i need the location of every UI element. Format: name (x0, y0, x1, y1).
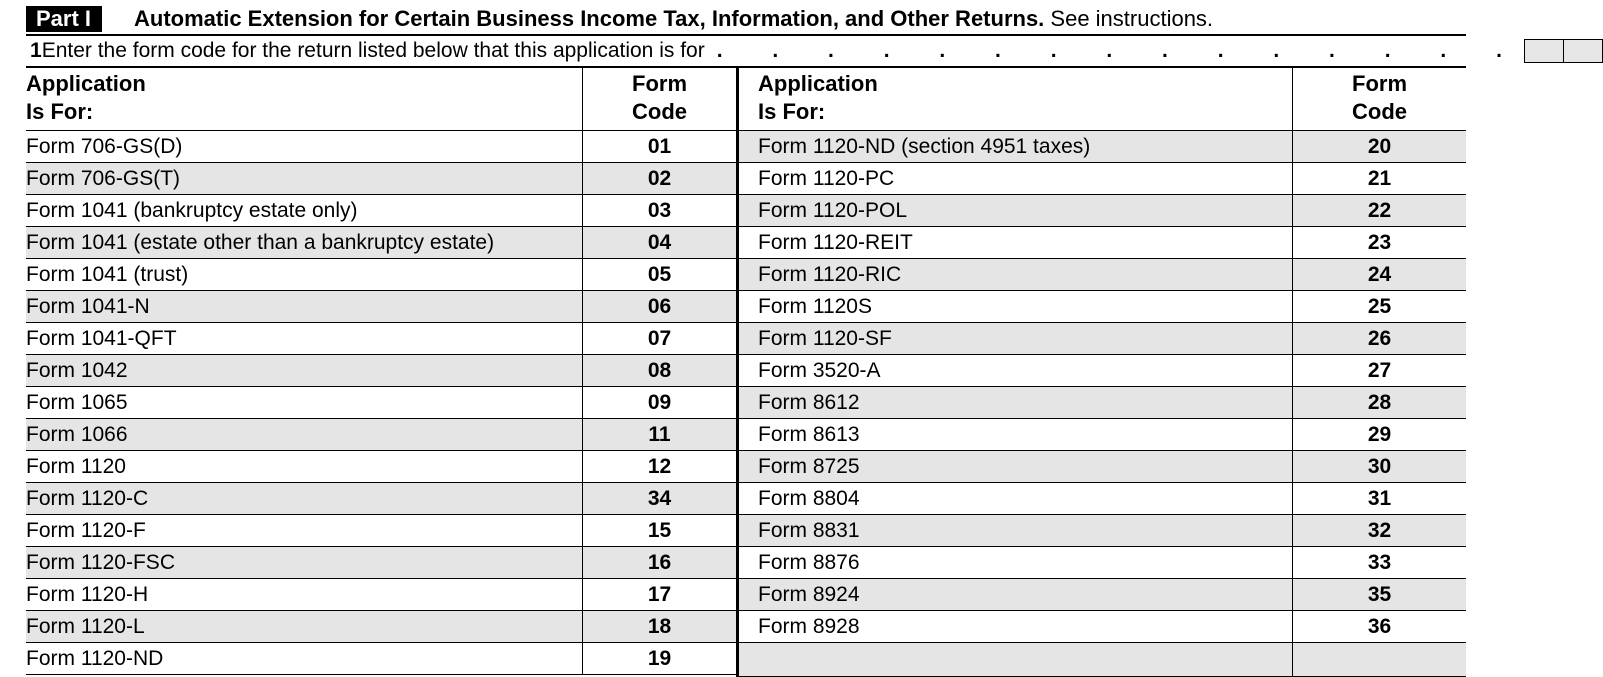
form-code-cell: 03 (647, 199, 672, 222)
table-header (739, 68, 1466, 131)
table-row (26, 259, 736, 291)
table-row (26, 451, 736, 483)
application-cell: Form 1041-QFT (26, 323, 583, 354)
table-row (26, 387, 736, 419)
application-cell: Form 8612 (739, 387, 1293, 418)
form-code-header-line1: Form (632, 71, 687, 96)
table-row (739, 291, 1466, 323)
application-header-line1: Application (758, 71, 878, 96)
line-1 (26, 36, 1524, 68)
form-code-digit-2[interactable] (1563, 40, 1602, 62)
table-row (26, 227, 736, 259)
application-header (26, 68, 583, 130)
leader-dots: . . . . . . . . . . . . . . . (716, 39, 1524, 62)
form-code-cell: 02 (647, 167, 672, 190)
table-body (26, 131, 736, 675)
application-cell: Form 8876 (739, 547, 1293, 578)
table-row (26, 163, 736, 195)
table-row (739, 611, 1466, 643)
table-row (739, 323, 1466, 355)
form-code-header-line2: Code (1352, 99, 1407, 124)
application-cell: Form 1120-SF (739, 323, 1293, 354)
form-code-cell: 20 (1367, 135, 1392, 158)
application-cell: Form 1120-C (26, 483, 583, 514)
form-code-cell: 05 (647, 263, 672, 286)
form-code-cell: 17 (647, 583, 672, 606)
application-cell: Form 1120-H (26, 579, 583, 610)
form-code-header-line1: Form (1352, 71, 1407, 96)
application-cell: Form 8613 (739, 419, 1293, 450)
table-row (739, 355, 1466, 387)
table-row (739, 643, 1466, 677)
table-row (739, 515, 1466, 547)
form-code-cell: 31 (1367, 487, 1392, 510)
application-cell: Form 1120-ND (26, 643, 583, 674)
application-cell: Form 1041-N (26, 291, 583, 322)
form-code-cell: 04 (647, 231, 672, 254)
form-code-cell: 30 (1367, 455, 1392, 478)
application-cell: Form 1120-F (26, 515, 583, 546)
form-code-header-line2: Code (632, 99, 687, 124)
form-code-cell: 26 (1367, 327, 1392, 350)
application-cell: Form 8924 (739, 579, 1293, 610)
form-code-table-left (26, 68, 736, 675)
application-cell: Form 8928 (739, 611, 1293, 642)
application-cell: Form 8831 (739, 515, 1293, 546)
form-code-header (1293, 68, 1466, 130)
application-cell: Form 1120-PC (739, 163, 1293, 194)
application-cell: Form 1120S (739, 291, 1293, 322)
form-code-cell: 34 (647, 487, 672, 510)
table-row (739, 387, 1466, 419)
form-code-cell: 35 (1367, 583, 1392, 606)
table-row (26, 323, 736, 355)
application-header-line1: Application (26, 71, 146, 96)
application-header (739, 68, 1293, 130)
form-code-digit-1[interactable] (1525, 40, 1563, 62)
application-cell: Form 1041 (trust) (26, 259, 583, 290)
form-code-cell: 12 (647, 455, 672, 478)
table-row (739, 131, 1466, 163)
form-code-input[interactable] (1524, 39, 1603, 63)
table-row (26, 643, 736, 675)
form-code-cell: 08 (647, 359, 672, 382)
table-row (739, 195, 1466, 227)
form-code-cell: 24 (1367, 263, 1392, 286)
application-cell: Form 1120-ND (section 4951 taxes) (739, 131, 1293, 162)
table-row (26, 195, 736, 227)
form-code-cell: 15 (647, 519, 672, 542)
application-cell: Form 8725 (739, 451, 1293, 482)
application-cell: Form 8804 (739, 483, 1293, 514)
form-code-cell: 23 (1367, 231, 1392, 254)
form-code-cell: 19 (647, 647, 672, 670)
part-title-bold: Automatic Extension for Certain Business Income Tax, Information, and Other Returns. (134, 6, 1045, 31)
table-row (739, 547, 1466, 579)
application-cell (739, 643, 1293, 676)
line-1-text: Enter the form code for the return listed below that this application is for (41, 39, 705, 62)
application-cell: Form 1041 (bankruptcy estate only) (26, 195, 583, 226)
application-cell: Form 1120-RIC (739, 259, 1293, 290)
application-cell: Form 1120-L (26, 611, 583, 642)
form-code-cell: 32 (1367, 519, 1392, 542)
application-cell: Form 1120-REIT (739, 227, 1293, 258)
table-row (26, 419, 736, 451)
table-row (739, 483, 1466, 515)
application-header-line2: Is For: (26, 99, 94, 124)
table-row (26, 547, 736, 579)
form-code-cell: 11 (648, 423, 671, 446)
table-row (26, 483, 736, 515)
part-badge: Part I (26, 6, 102, 32)
application-cell: Form 1042 (26, 355, 583, 386)
line-1-number: 1 (30, 39, 42, 62)
form-code-cell: 29 (1367, 423, 1392, 446)
application-cell: Form 706-GS(D) (26, 131, 583, 162)
table-row (26, 131, 736, 163)
application-cell: Form 1120-POL (739, 195, 1293, 226)
form-code-cell: 09 (647, 391, 672, 414)
form-code-cell: 06 (647, 295, 672, 318)
table-row (26, 579, 736, 611)
form-code-cell: 21 (1367, 167, 1392, 190)
form-code-cell: 28 (1367, 391, 1392, 414)
table-row (26, 355, 736, 387)
table-body (739, 131, 1466, 677)
table-row (739, 451, 1466, 483)
table-row (739, 163, 1466, 195)
form-code-cell: 25 (1367, 295, 1392, 318)
form-code-cell: 36 (1367, 615, 1392, 638)
form-code-cell: 18 (647, 615, 672, 638)
form-code-cell: 27 (1367, 359, 1392, 382)
application-cell: Form 706-GS(T) (26, 163, 583, 194)
form-code-cell: 16 (647, 551, 672, 574)
table-row (739, 419, 1466, 451)
table-row (26, 291, 736, 323)
application-header-line2: Is For: (758, 99, 826, 124)
form-code-header (583, 68, 736, 130)
application-cell: Form 1041 (estate other than a bankruptcy estate) (26, 227, 583, 258)
table-row (26, 515, 736, 547)
application-cell: Form 1120-FSC (26, 547, 583, 578)
form-code-table-right (736, 68, 1466, 677)
application-cell: Form 1120 (26, 451, 583, 482)
table-header (26, 68, 736, 131)
form-code-cell (1293, 643, 1466, 676)
application-cell: Form 1065 (26, 387, 583, 418)
part-title-rest: See instructions. (1044, 6, 1214, 31)
table-row (739, 579, 1466, 611)
table-row (739, 259, 1466, 291)
application-cell: Form 1066 (26, 419, 583, 450)
form-code-cell: 01 (647, 135, 672, 158)
table-row (26, 611, 736, 643)
form-code-cell: 22 (1367, 199, 1392, 222)
part-title (134, 6, 1213, 32)
part-header (26, 4, 1466, 36)
application-cell: Form 3520-A (739, 355, 1293, 386)
form-code-cell: 33 (1367, 551, 1392, 574)
form-code-cell: 07 (647, 327, 672, 350)
table-row (739, 227, 1466, 259)
